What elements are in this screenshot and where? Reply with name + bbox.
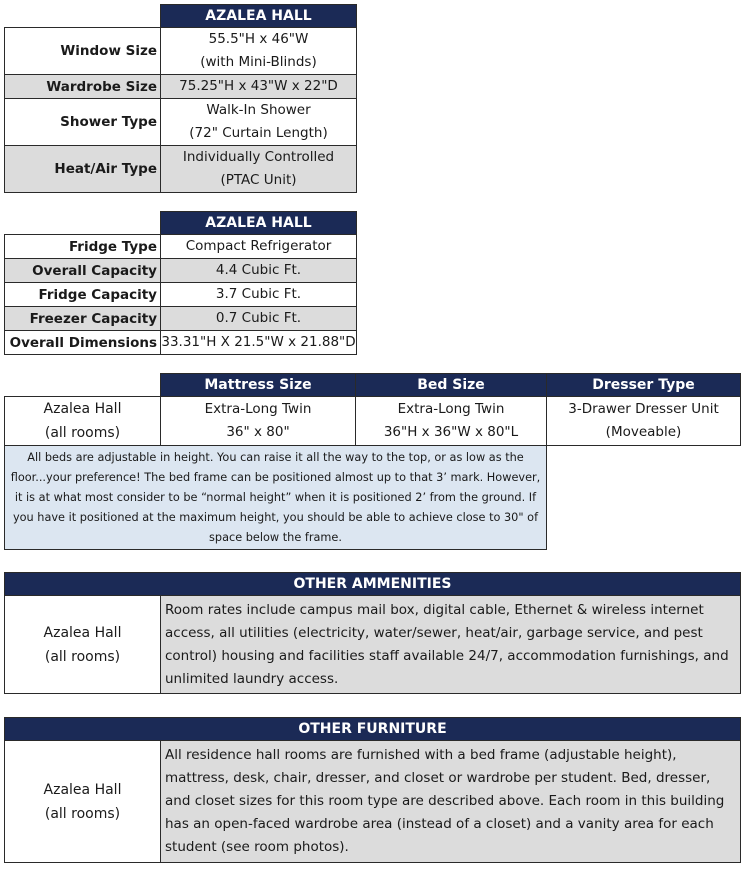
hall-scope: (all rooms) [44,648,121,665]
value-line: 36"H x 36"W x 80"L [383,424,519,440]
row-label-wardrobe-size: Wardrobe Size [5,75,161,99]
window-size-value [161,28,357,75]
hall-scope: (all rooms) [44,425,121,441]
table-header: OTHER AMMENITIES [5,573,741,596]
bed-specs-table [4,373,741,550]
wardrobe-size-value: 75.25"H x 43"W x 22"D [161,75,357,99]
overall-dimensions-value: 33.31"H X 21.5"W x 21.88"D [161,331,357,355]
shower-type-value [161,99,357,146]
blank-cell [5,212,161,235]
value-line: 55.5"H x 46"W [208,31,309,47]
overall-capacity-value: 4.4 Cubic Ft. [161,259,357,283]
mattress-size-value [161,397,356,446]
row-label-overall-capacity: Overall Capacity [5,259,161,283]
value-line: 36" x 80" [226,424,290,440]
hall-name: Azalea Hall [43,781,122,798]
table-header: AZALEA HALL [161,5,357,28]
fridge-type-value: Compact Refrigerator [161,235,357,259]
column-header-mattress-size: Mattress Size [161,374,356,397]
bed-height-note: All beds are adjustable in height. You can raise it all the way to the top, or as low as the floor...your preference! The bed frame can be positioned almost up to that 3’ mark. However, it is at what most consider to be “normal height” when it is positioned 2’ from the ground. If you have it positioned at the maximum height, you should be able to achieve close to 30" of space below the frame. [5,446,547,550]
row-label-fridge-capacity: Fridge Capacity [5,283,161,307]
value-line: Extra-Long Twin [204,401,312,417]
hall-name-cell [5,596,161,694]
hall-name: Azalea Hall [43,624,122,641]
furniture-description: All residence hall rooms are furnished with a bed frame (adjustable height), mattress, desk, chair, dresser, and closet or wardrobe per student. Bed, dresser, and closet sizes for this room type are described above. Each room in this building has an open-faced wardrobe area (instead of a closet) and a vanity area for each student (see room photos). [161,741,741,863]
freezer-capacity-value: 0.7 Cubic Ft. [161,307,357,331]
fridge-capacity-value: 3.7 Cubic Ft. [161,283,357,307]
amenities-description: Room rates include campus mail box, digital cable, Ethernet & wireless internet access, all utilities (electricity, water/sewer, heat/air, garbage service, and pest control) housing and facilities staff available 24/7, accommodation furnishings, and unlimited laundry access. [161,596,741,694]
row-label-window-size: Window Size [5,28,161,75]
bed-size-value [356,397,547,446]
value-line: (with Mini-Blinds) [200,54,317,70]
hall-name-cell [5,397,161,446]
fridge-specs-table [4,211,357,355]
furniture-table [4,717,741,863]
blank-cell [547,446,741,550]
value-line: 3-Drawer Dresser Unit [568,401,719,417]
row-label-heat-air-type: Heat/Air Type [5,146,161,193]
hall-name-cell [5,741,161,863]
value-line: (Moveable) [605,424,682,440]
row-label-freezer-capacity: Freezer Capacity [5,307,161,331]
column-header-bed-size: Bed Size [356,374,547,397]
row-label-overall-dimensions: Overall Dimensions [5,331,161,355]
row-label-shower-type: Shower Type [5,99,161,146]
value-line: (PTAC Unit) [220,172,297,188]
room-specs-table [4,4,357,193]
hall-name: Azalea Hall [43,401,122,417]
blank-cell [5,5,161,28]
value-line: Individually Controlled [182,149,335,165]
dresser-type-value [547,397,741,446]
blank-cell [5,374,161,397]
value-line: Extra-Long Twin [397,401,505,417]
row-label-fridge-type: Fridge Type [5,235,161,259]
amenities-table [4,572,741,694]
heat-air-type-value [161,146,357,193]
value-line: (72" Curtain Length) [189,125,328,141]
column-header-dresser-type: Dresser Type [547,374,741,397]
hall-scope: (all rooms) [44,805,121,822]
value-line: Walk-In Shower [206,102,311,118]
table-header: OTHER FURNITURE [5,718,741,741]
table-header: AZALEA HALL [161,212,357,235]
